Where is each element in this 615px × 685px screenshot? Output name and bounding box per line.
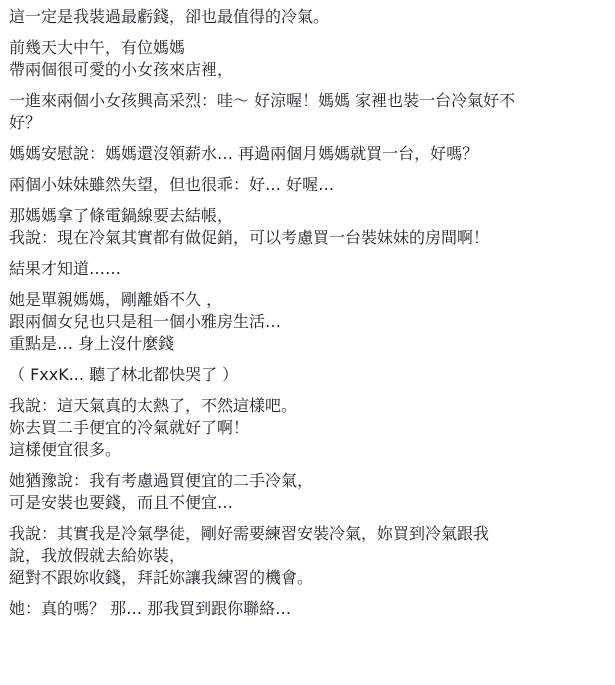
text-line: 說，我放假就去給妳裝， [9,546,186,565]
paragraph [9,174,609,196]
text-line: 我說：其實我是冷氣學徒，剛好需要練習安裝冷氣，妳買到冷氣跟我 [9,524,490,543]
paragraph [9,598,609,620]
text-line: 一進來兩個小女孩興高采烈：哇～ 好涼喔！媽媽 家裡也裝一台冷氣好不 [9,91,516,110]
post-body [9,6,609,629]
text-line: 結果才知道…… [9,259,122,278]
text-line: 妳去買二手便宜的冷氣就好了啊！ [9,418,250,437]
text-line: 好？ [9,113,42,132]
paragraph [9,6,609,28]
text-line: 重點是… 身上沒什麼錢 [9,334,175,353]
paragraph [9,523,609,589]
paragraph [9,205,609,249]
paragraph [9,289,609,355]
paragraph [9,364,609,386]
paragraph [9,470,609,514]
text-line: 這樣便宜很多。 [9,440,122,459]
text-line: 我說：現在冷氣其實都有做促銷，可以考慮買一台裝妹妹的房間啊！ [9,228,490,247]
text-line: 帶兩個很可愛的小女孩來店裡， [9,60,234,79]
text-line: 兩個小妹妹雖然失望，但也很乖：好… 好喔… [9,175,335,194]
text-line: （ FxxK... 聽了林北都快哭了 ） [9,365,239,384]
text-line: 前幾天大中午，有位媽媽 [9,38,186,57]
paragraph [9,37,609,81]
paragraph [9,143,609,165]
text-line: 她猶豫說：我有考慮過買便宜的二手冷氣， [9,471,314,490]
text-line: 媽媽安慰說：媽媽還沒領薪水… 再過兩個月媽媽就買一台，好嗎？ [9,144,479,163]
text-line: 她：真的嗎？ 那… 那我買到跟你聯絡… [9,599,292,618]
text-line: 這一定是我裝過最虧錢，卻也最值得的冷氣。 [9,7,330,26]
text-line: 可是安裝也要錢，而且不便宜… [9,493,234,512]
paragraph [9,395,609,461]
text-line: 那媽媽拿了條電鍋線要去結帳， [9,206,234,225]
text-line: 絕對不跟妳收錢，拜託妳讓我練習的機會。 [9,568,314,587]
text-line: 我說：這天氣真的太熱了，不然這樣吧。 [9,396,298,415]
text-line: 她是單親媽媽，剛離婚不久 ， [9,290,223,309]
text-line: 跟兩個女兒也只是租一個小雅房生活… [9,312,282,331]
paragraph [9,90,609,134]
paragraph [9,258,609,280]
